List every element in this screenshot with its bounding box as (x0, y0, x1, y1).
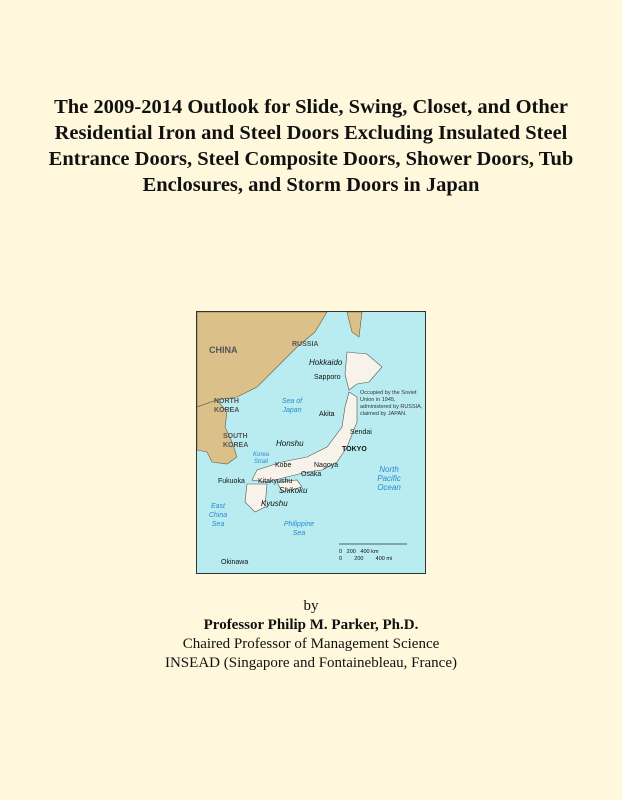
label-sea-of-japan: Sea of Japan (281, 398, 303, 414)
label-kyushu: Kyushu (261, 499, 288, 508)
author-name: Professor Philip M. Parker, Ph.D. (203, 617, 419, 633)
label-east-china-sea: East China Sea (208, 503, 228, 528)
label-shikoku: Shikoku (279, 486, 308, 495)
label-sapporo: Sapporo (314, 374, 341, 381)
label-north-korea: NORTH KOREA (214, 398, 240, 414)
label-akita: Akita (319, 411, 335, 418)
scale-mi: 0 200 400 mi (339, 556, 393, 562)
label-fukuoka: Fukuoka (218, 478, 245, 485)
label-philippine-sea: Philippine Sea (283, 521, 315, 537)
label-china: CHINA (209, 345, 238, 355)
label-kobe: Kobe (275, 462, 292, 469)
territory-note: Occupied by the Soviet Union in 1945, administered by RUSSIA, claimed by JAPAN. (360, 390, 423, 417)
label-north-pacific: North Pacific Ocean (377, 465, 401, 492)
byline-by: by (303, 598, 319, 614)
author-position: Chaired Professor of Management Science (182, 636, 440, 652)
author-affiliation: INSEAD (Singapore and Fontainebleau, France) (164, 655, 457, 671)
label-osaka: Osaka (301, 471, 322, 478)
label-hokkaido: Hokkaido (309, 358, 343, 367)
label-honshu: Honshu (276, 439, 304, 448)
label-korea-strait: Korea Strait (252, 452, 269, 465)
label-okinawa: Okinawa (221, 559, 249, 566)
label-nagoya: Nagoya (314, 462, 339, 469)
label-tokyo: TOKYO (342, 446, 367, 453)
japan-map (196, 311, 426, 574)
label-russia: RUSSIA (292, 341, 319, 348)
label-south-korea: SOUTH KOREA (223, 433, 249, 449)
book-title: The 2009-2014 Outlook for Slide, Swing, Closet, and Other Residential Iron and Steel Doors Excluding Insulated Steel Entrance Doors, Steel Composite Doors, Shower Doors, Tub Enclosures, and Storm Doors in Japan (48, 96, 574, 196)
scale-km: 0 200 400 km (339, 549, 379, 555)
label-kitakyushu: Kitakyushu (258, 478, 293, 485)
label-sendai: Sendai (350, 429, 372, 436)
